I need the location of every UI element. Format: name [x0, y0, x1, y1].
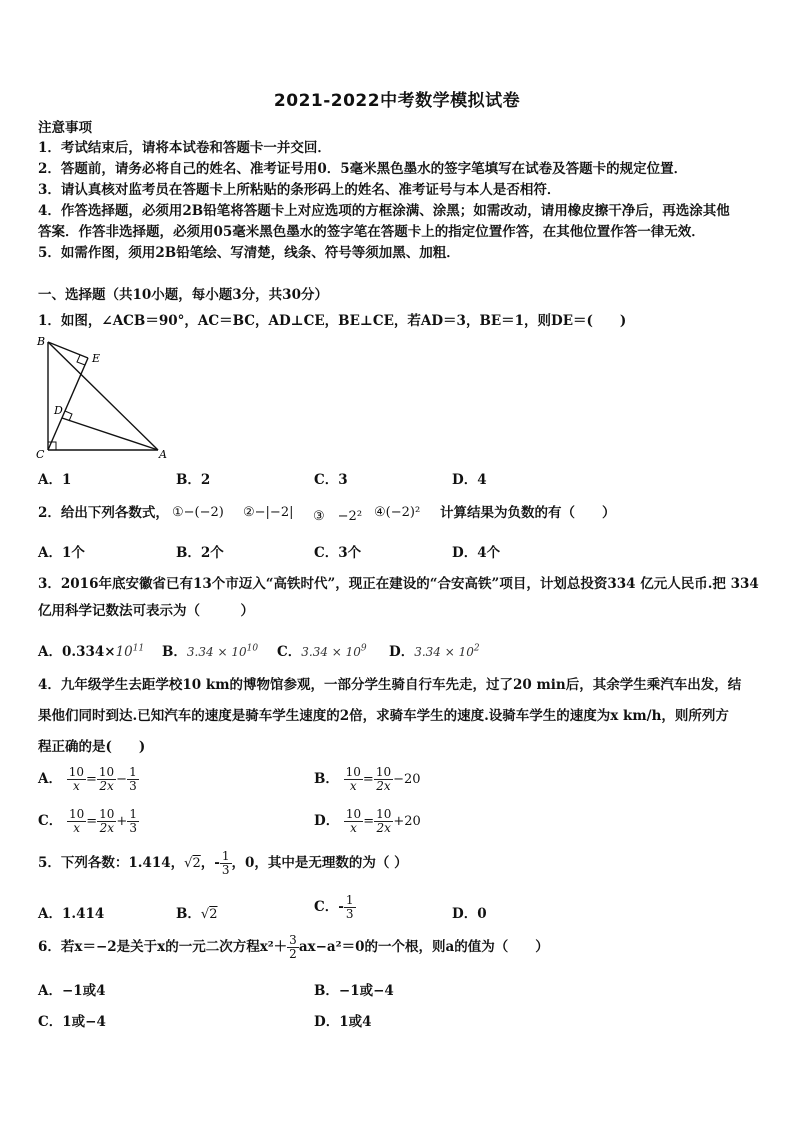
q4-option-b-label: B．: [314, 771, 339, 787]
q5-option-c: C．- $\frac{1}{3}$: [314, 893, 354, 921]
q2-expr-3: ③ −2²: [313, 509, 363, 524]
q3-option-d-exp: 2: [473, 643, 480, 654]
q4-option-c: C． $\frac{10}{x}$ = $\frac{10}{2x}$ + $\frac{1}{3}$: [38, 807, 137, 835]
q3-option-c-exp: 9: [360, 643, 367, 654]
q3-option-a-base: 10: [115, 644, 133, 660]
fraction: $\frac{1}{3}$: [129, 765, 137, 793]
q3-option-d: [389, 640, 480, 660]
q5-option-a: A．1.414: [38, 906, 105, 922]
fraction: $\frac{1}{3}$: [129, 807, 137, 835]
fraction: $\frac{10}{x}$: [68, 765, 84, 793]
q2-stem-end: 计算结果为负数的有（ ）: [440, 505, 616, 521]
q6-option-c: C．1或−4: [38, 1014, 106, 1030]
q1-option-d: D．4: [452, 472, 487, 488]
q2-option-d: D．4个: [452, 545, 501, 561]
q5-option-d: D．0: [452, 906, 487, 922]
q4-line-3: 程正确的是( ): [38, 739, 146, 755]
section-heading: 一、选择题（共10小题，每小题3分，共30分）: [38, 287, 328, 303]
q1-label-c: C: [36, 448, 45, 461]
q2-expr-4: ④(−2)²: [374, 505, 421, 520]
fraction: $\frac{10}{2x}$: [99, 807, 115, 835]
q6-option-d: D．1或4: [314, 1014, 372, 1030]
q4-option-a-label: A．: [38, 771, 62, 787]
q3-option-a: [38, 640, 144, 660]
q1-stem: 1．如图，∠ACB＝90°，AC＝BC，AD⊥CE，BE⊥CE，若AD＝3，BE＝1，则DE＝( ): [38, 313, 627, 329]
q1-line-be: [48, 342, 88, 358]
fraction: $\frac{10}{2x}$: [375, 765, 392, 793]
fraction: $\frac{1}{3}$: [345, 893, 354, 921]
q1-line-ad: [62, 418, 158, 450]
q5-stem-b: ，-: [200, 855, 220, 871]
q1-label-d: D: [54, 404, 63, 417]
q3-option-b-exp: 10: [246, 643, 259, 654]
notice-line-4: 4．作答选择题，必须用2B铅笔将答题卡上对应选项的方框涂满、涂黑；如需改动，请用橡皮擦干净后，再选涂其他: [38, 203, 730, 219]
q3-option-c: [277, 640, 367, 660]
q4-option-d-label: D．: [314, 813, 340, 829]
fraction: $\frac{10}{2x}$: [376, 807, 392, 835]
notice-line-5: 答案．作答非选择题，必须用05毫米黑色墨水的签字笔在答题卡上的指定位置作答，在其他位置作答一律无效．: [38, 224, 705, 240]
q5-stem: [38, 850, 408, 877]
q4-option-c-label: C．: [38, 813, 63, 829]
q6-option-a: A．−1或4: [38, 983, 106, 999]
q6-stem-b: ax−a²＝0的一个根，则a的值为（ ）: [298, 939, 549, 955]
page-title: 2021-2022中考数学模拟试卷: [273, 91, 521, 111]
q1-triangle-figure: [32, 334, 172, 462]
q1-option-a: A．1: [38, 472, 72, 488]
q5-option-b: B．√2: [176, 906, 218, 922]
q3-option-d-label: D．: [389, 644, 415, 660]
q3-line-2: 亿用科学记数法可表示为（ ）: [38, 603, 254, 619]
notice-line-1: 1．考试结束后，请将本试卷和答题卡一并交回．: [38, 140, 331, 156]
q2-stem-start: 2．给出下列各数式，: [38, 505, 169, 521]
q3-option-a-exp: 11: [132, 643, 145, 654]
q4-line-1: 4．九年级学生去距学校10 km的博物馆参观，一部分学生骑自行车先走，过了20 min后，其余学生乘汽车出发，结: [38, 677, 742, 693]
q4-line-2: 果他们同时到达.已知汽车的速度是骑车学生速度的2倍，求骑车学生的速度.设骑车学生的速度为x km/h，则所列方: [38, 708, 729, 724]
q1-label-e: E: [92, 352, 101, 365]
sqrt-expression: √2: [184, 856, 201, 871]
q6-stem: [38, 934, 549, 961]
q3-line-1: 3．2016年底安徽省已有13个市迈入“高铁时代”，现正在建设的“合安高铁”项目，计划总投资334 亿元人民币.把 334: [38, 576, 759, 592]
q2-option-b: B．2个: [176, 545, 224, 561]
q6-option-b: B．−1或−4: [314, 983, 394, 999]
fraction: $\frac{1}{3}$: [221, 849, 230, 877]
q1-line-ba: [48, 342, 158, 450]
notice-heading: 注意事项: [38, 120, 92, 136]
fraction: $\frac{10}{x}$: [345, 807, 362, 835]
q4-option-a: A． $\frac{10}{x}$ = $\frac{10}{2x}$ − $\frac{1}{3}$: [38, 765, 137, 793]
q5-stem-a: 5．下列各数：1.414，: [38, 855, 185, 871]
fraction: $\frac{10}{x}$: [68, 807, 85, 835]
fraction: $\frac{3}{2}$: [289, 933, 297, 961]
q1-label-b: B: [37, 335, 46, 348]
q1-label-a: A: [159, 448, 167, 461]
q3-option-d-base: 3.34 × 10: [414, 645, 474, 659]
q5-stem-c: ，0，其中是无理数的为（ ）: [231, 855, 408, 871]
q6-stem-a: 6．若x＝−2是关于x的一元二次方程x²＋: [38, 939, 288, 955]
q4-option-d: D． $\frac{10}{x}$ = $\frac{10}{2x}$ +20: [314, 807, 421, 835]
fraction: $\frac{10}{x}$: [345, 765, 361, 793]
q2-expr-2: ②−|−2|: [243, 505, 294, 520]
q3-option-c-base: 3.34 × 10: [301, 645, 361, 659]
q2-option-c: C．3个: [314, 545, 362, 561]
q1-option-c: C．3: [314, 472, 348, 488]
q3-option-b: [162, 640, 258, 660]
notice-line-3: 3．请认真核对监考员在答题卡上所粘贴的条形码上的姓名、准考证号与本人是否相符．: [38, 182, 561, 198]
q3-option-b-base: 3.34 × 10: [186, 645, 247, 659]
q3-option-c-label: C．: [277, 644, 302, 660]
q3-option-a-label: A．0.334×: [38, 644, 116, 660]
q2-expr-1: ①−(−2): [172, 505, 224, 520]
fraction: $\frac{10}{2x}$: [98, 765, 115, 793]
q2-option-a: A．1个: [38, 545, 85, 561]
q4-option-b: B． $\frac{10}{x}$ = $\frac{10}{2x}$ −20: [314, 765, 421, 793]
notice-line-2: 2．答题前，请务必将自己的姓名、准考证号用0．5毫米黑色墨水的签字笔填写在试卷及答题卡的规定位置．: [38, 161, 688, 177]
notice-line-6: 5．如需作图，须用2B铅笔绘、写清楚，线条、符号等须加黑、加粗．: [38, 245, 460, 261]
q3-option-b-label: B．: [162, 644, 187, 660]
q1-option-b: B．2: [176, 472, 211, 488]
